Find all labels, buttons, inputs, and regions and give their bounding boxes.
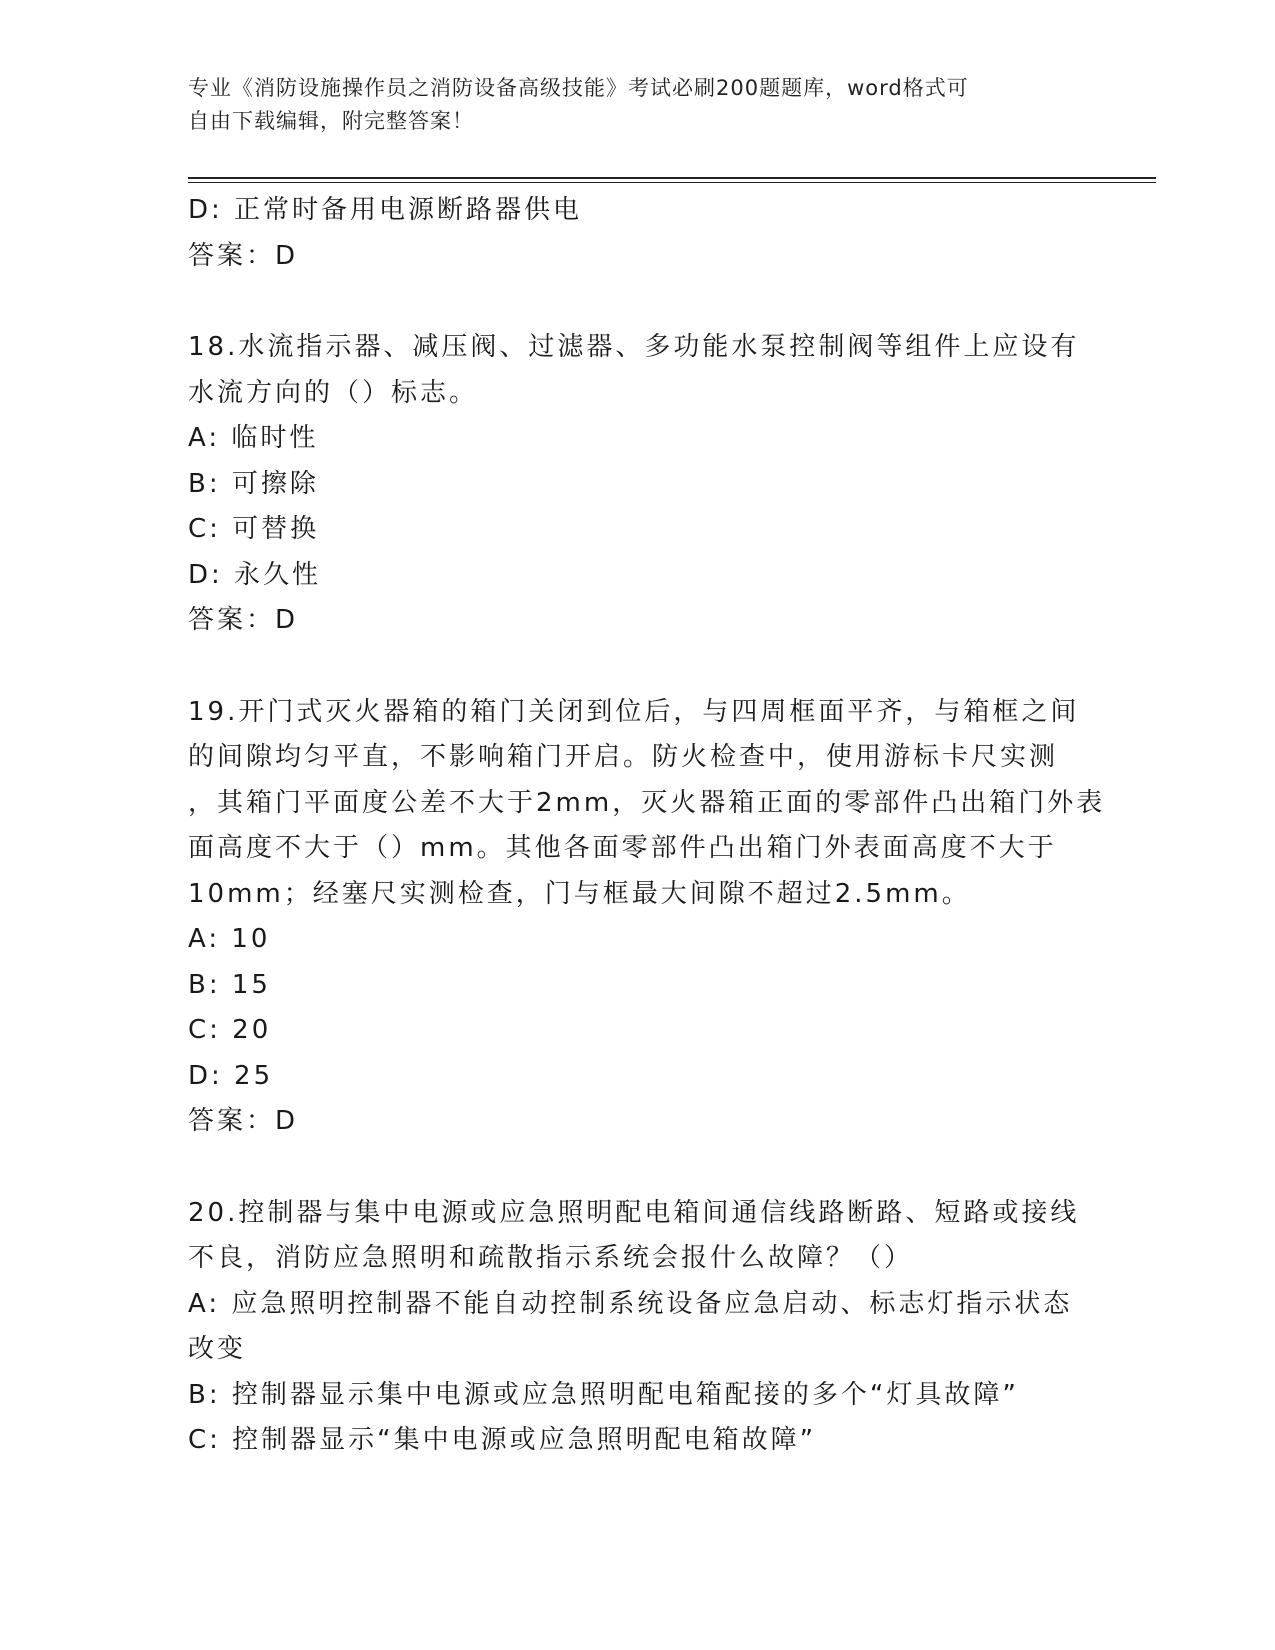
option-c: C: 20 [188,1015,272,1045]
header-title-line-2: 自由下载编辑，附完整答案！ [188,109,474,133]
option-a: A: 应急照明控制器不能自动控制系统设备应急启动、标志灯指示状态 [188,1288,1073,1319]
answer-label: 答案：D [188,240,299,271]
spacer [188,644,1088,690]
option-d: D: 25 [188,1060,274,1091]
answer-label: 答案：D [188,605,299,635]
question-stem-line: ，其箱门平面度公差不大于2mm，灭火器箱正面的零部件凸出箱门外表 [188,787,1106,818]
answer-label: 答案：D [188,1106,299,1136]
question-19 [188,690,1106,1145]
option-c: C: 可替换 [188,514,320,544]
question-stem-line: 不良，消防应急照明和疏散指示系统会报什么故障？（） [188,1243,914,1273]
option-a-continued: 改变 [188,1334,247,1364]
question-17-tail [188,188,1088,279]
document-header [188,72,1068,138]
header-divider-thin [188,182,1156,183]
option-b: B: 可擦除 [188,468,319,499]
option-a: A: 10 [188,924,271,954]
question-20 [188,1191,1088,1464]
question-stem-line: 水流方向的（）标志。 [188,377,479,408]
option-d: D: 正常时备用电源断路器供电 [188,195,583,225]
question-stem-line: 10mm；经塞尺实测检查，门与框最大间隙不超过2.5mm。 [188,878,971,909]
spacer [188,279,1088,325]
option-b: B: 控制器显示集中电源或应急照明配电箱配接的多个“灯具故障” [188,1379,1019,1410]
header-title-line-1: 专业《消防设施操作员之消防设备高级技能》考试必刷200题题库，word格式可 [188,76,969,100]
question-stem-line: 18.水流指示器、减压阀、过滤器、多功能水泵控制阀等组件上应设有 [188,332,1080,362]
question-list [188,188,1106,1464]
option-b: B: 15 [188,969,271,1000]
option-c: C: 控制器显示“集中电源或应急照明配电箱故障” [188,1425,817,1455]
option-d: D: 永久性 [188,559,322,590]
option-a: A: 临时性 [188,423,319,453]
question-stem-line: 面高度不大于（）mm。其他各面零部件凸出箱门外表面高度不大于 [188,833,1057,863]
question-stem-line: 20.控制器与集中电源或应急照明配电箱间通信线路断路、短路或接线 [188,1197,1080,1228]
question-stem-line: 19.开门式灭火器箱的箱门关闭到位后，与四周框面平齐，与箱框之间 [188,696,1080,727]
header-divider-thick [188,177,1156,179]
question-stem-line: 的间隙均匀平直，不影响箱门开启。防火检查中，使用游标卡尺实测 [188,742,1059,772]
spacer [188,1145,1088,1191]
question-18 [188,325,1088,644]
